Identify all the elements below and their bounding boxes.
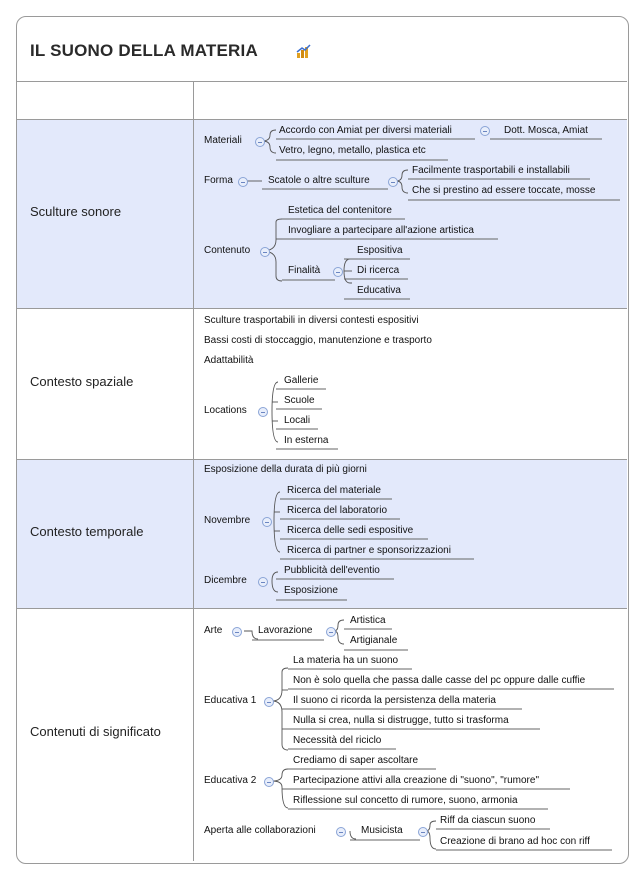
node-di-ricerca[interactable]: Di ricerca <box>357 265 400 276</box>
node-locations[interactable]: Locations <box>204 405 247 416</box>
node-in-esterna[interactable]: In esterna <box>284 435 329 446</box>
row-label-sculture-sonore: Sculture sonore <box>30 204 122 219</box>
node-educativa[interactable]: Educativa <box>357 285 401 296</box>
node-artistica[interactable]: Artistica <box>350 615 386 626</box>
collapse-icon[interactable] <box>264 697 274 707</box>
node-educativa-2[interactable]: Educativa 2 <box>204 775 257 786</box>
node-artigianale[interactable]: Artigianale <box>350 635 398 646</box>
node-crediamo[interactable]: Crediamo di saper ascoltare <box>293 755 419 766</box>
node-riciclo[interactable]: Necessità del riciclo <box>293 735 382 746</box>
node-musicista[interactable]: Musicista <box>361 825 403 836</box>
node-finalita[interactable]: Finalità <box>288 265 321 276</box>
node-riff[interactable]: Riff da ciascun suono <box>440 815 536 826</box>
node-lavorazione[interactable]: Lavorazione <box>258 625 313 636</box>
collapse-icon[interactable] <box>336 827 346 837</box>
node-educativa-1[interactable]: Educativa 1 <box>204 695 257 706</box>
node-esposizione[interactable]: Esposizione <box>284 585 338 596</box>
node-locali[interactable]: Locali <box>284 415 311 426</box>
row-label-contesto-spaziale: Contesto spaziale <box>30 374 134 389</box>
row-label-contenuti-significato: Contenuti di significato <box>30 724 161 739</box>
node-trasportabili[interactable]: Sculture trasportabili in diversi contesti espositivi <box>204 315 419 326</box>
node-adattabilita[interactable]: Adattabilità <box>204 355 254 366</box>
node-ricerca-laboratorio[interactable]: Ricerca del laboratorio <box>287 505 388 516</box>
node-scuole[interactable]: Scuole <box>284 395 315 406</box>
node-esposizione-durata[interactable]: Esposizione della durata di più giorni <box>204 464 367 475</box>
node-forma[interactable]: Forma <box>204 175 233 186</box>
node-materiali[interactable]: Materiali <box>204 135 242 146</box>
node-partecipazione[interactable]: Partecipazione attivi alla creazione di "suono", "rumore" <box>293 775 539 786</box>
collapse-icon[interactable] <box>262 517 272 527</box>
collapse-icon[interactable] <box>388 177 398 187</box>
node-persistenza[interactable]: Il suono ci ricorda la persistenza della materia <box>293 695 496 706</box>
collapse-icon[interactable] <box>232 627 242 637</box>
node-arte[interactable]: Arte <box>204 625 223 636</box>
collapse-icon[interactable] <box>418 827 428 837</box>
collapse-icon[interactable] <box>333 267 343 277</box>
node-prestino[interactable]: Che si prestino ad essere toccate, mosse <box>412 185 596 196</box>
node-scatole[interactable]: Scatole o altre sculture <box>268 175 370 186</box>
node-espositiva[interactable]: Espositiva <box>357 245 403 256</box>
node-ricerca-partner[interactable]: Ricerca di partner e sponsorizzazioni <box>287 545 451 556</box>
node-aperta-collaborazioni[interactable]: Aperta alle collaborazioni <box>204 825 316 836</box>
node-dicembre[interactable]: Dicembre <box>204 575 247 586</box>
node-nulla-si-crea[interactable]: Nulla si crea, nulla si distrugge, tutto si trasforma <box>293 715 509 726</box>
node-creazione-brano[interactable]: Creazione di brano ad hoc con riff <box>440 836 590 847</box>
node-novembre[interactable]: Novembre <box>204 515 251 526</box>
node-accordo-amiat[interactable]: Accordo con Amiat per diversi materiali <box>279 125 452 136</box>
node-vetro[interactable]: Vetro, legno, metallo, plastica etc <box>279 145 426 156</box>
node-facilmente[interactable]: Facilmente trasportabili e installabili <box>412 165 570 176</box>
node-pubblicita[interactable]: Pubblicità dell'eventio <box>284 565 380 576</box>
collapse-icon[interactable] <box>260 247 270 257</box>
collapse-icon[interactable] <box>258 577 268 587</box>
collapse-icon[interactable] <box>326 627 336 637</box>
node-gallerie[interactable]: Gallerie <box>284 375 319 386</box>
node-ricerca-sedi[interactable]: Ricerca delle sedi espositive <box>287 525 414 536</box>
node-non-solo[interactable]: Non è solo quella che passa dalle casse del pc oppure dalle cuffie <box>293 675 586 686</box>
node-dott-mosca[interactable]: Dott. Mosca, Amiat <box>504 125 588 136</box>
node-estetica[interactable]: Estetica del contenitore <box>288 205 392 216</box>
page-title: IL SUONO DELLA MATERIA <box>30 41 258 60</box>
collapse-icon[interactable] <box>238 177 248 187</box>
collapse-icon[interactable] <box>480 126 490 136</box>
node-bassi-costi[interactable]: Bassi costi di stoccaggio, manutenzione e trasporto <box>204 335 432 346</box>
row-label-contesto-temporale: Contesto temporale <box>30 524 144 539</box>
collapse-icon[interactable] <box>258 407 268 417</box>
node-riflessione[interactable]: Riflessione sul concetto di rumore, suono, armonia <box>293 795 518 806</box>
node-ricerca-materiale[interactable]: Ricerca del materiale <box>287 485 381 496</box>
collapse-icon[interactable] <box>255 137 265 147</box>
node-invogliare[interactable]: Invogliare a partecipare all'azione artistica <box>288 225 474 236</box>
collapse-icon[interactable] <box>264 777 274 787</box>
node-contenuto[interactable]: Contenuto <box>204 245 251 256</box>
node-materia-suono[interactable]: La materia ha un suono <box>293 655 399 666</box>
